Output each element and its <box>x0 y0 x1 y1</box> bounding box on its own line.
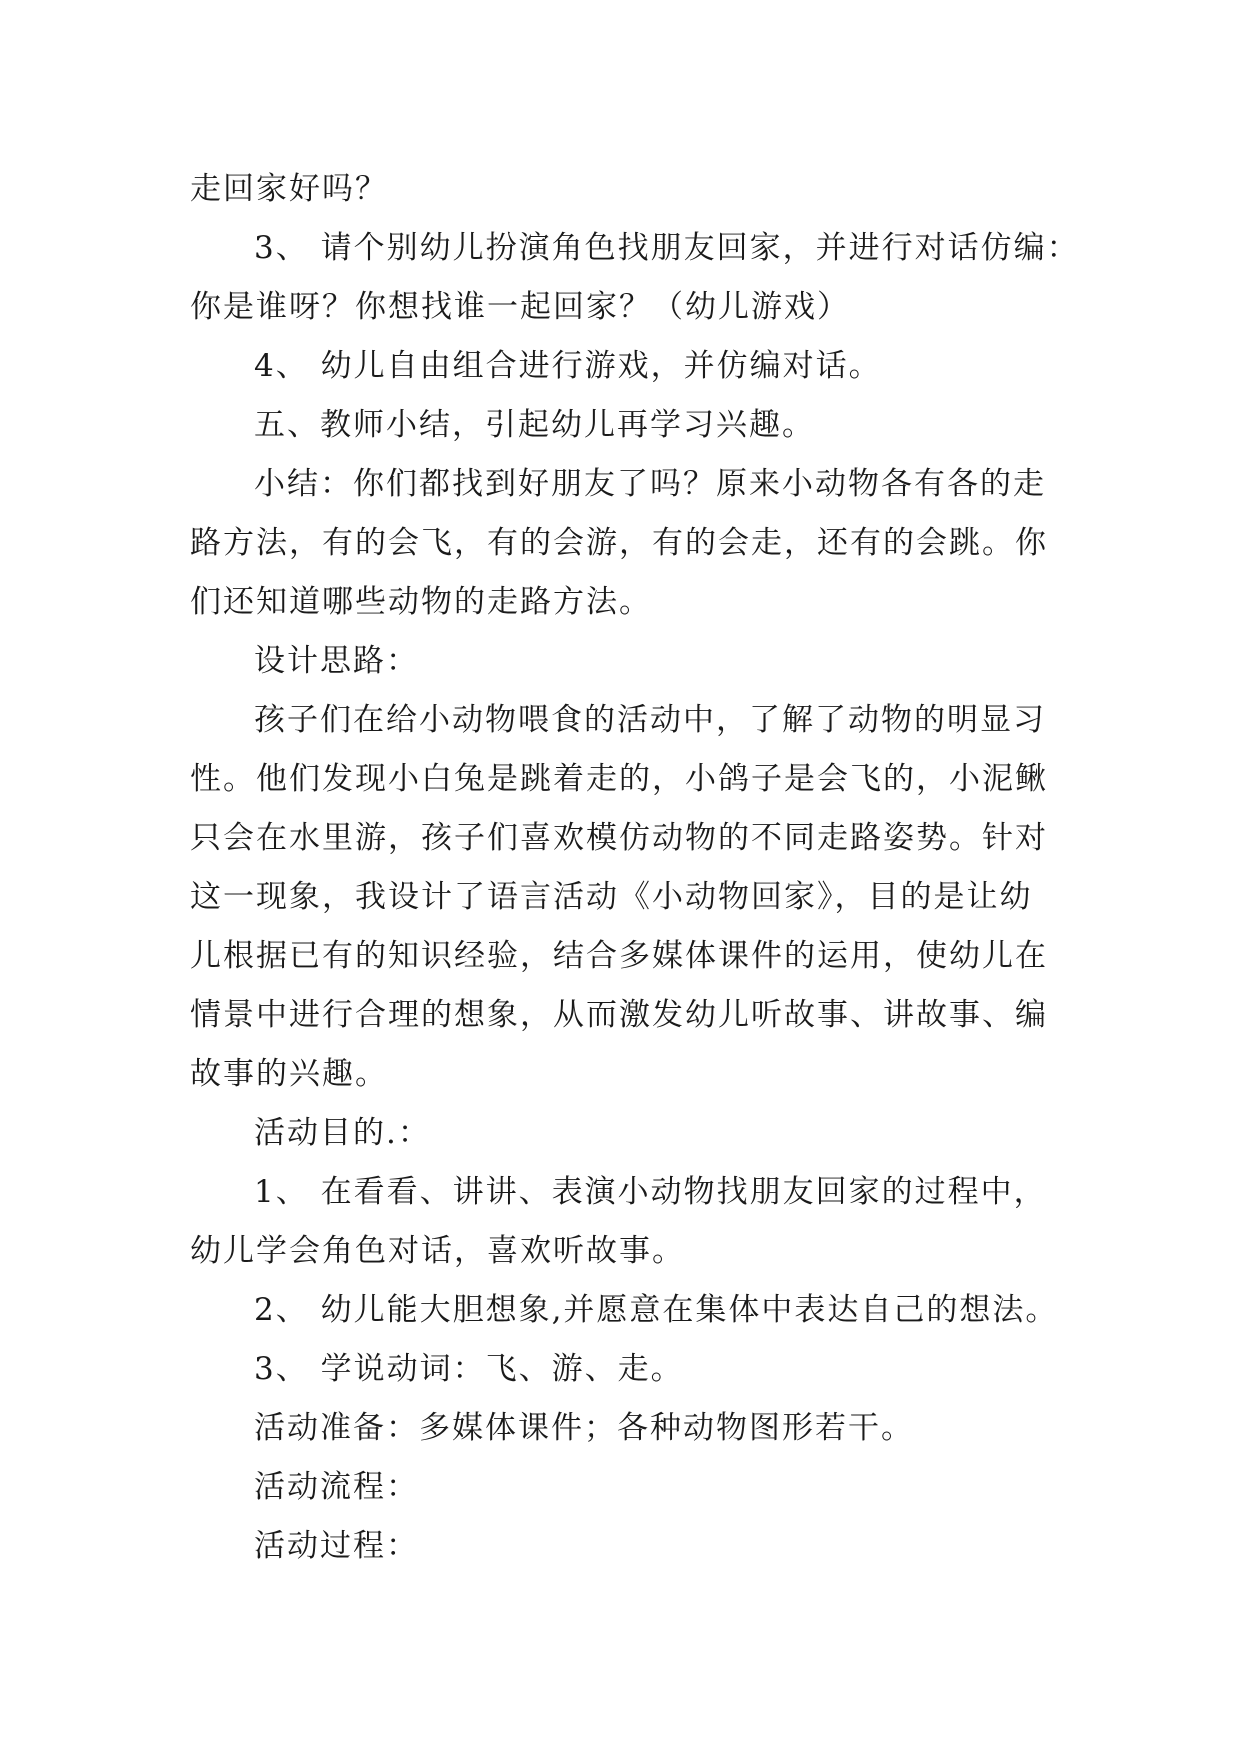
text-line: 性。他们发现小白兔是跳着走的，小鸽子是会飞的，小泥鳅 <box>190 761 1048 797</box>
text-line: 们还知道哪些动物的走路方法。 <box>190 584 652 620</box>
text-line: 设计思路： <box>254 643 419 679</box>
text-line: 幼儿学会角色对话，喜欢听故事。 <box>190 1233 685 1269</box>
text-line: 活动目的.： <box>254 1115 431 1151</box>
text-line: 你是谁呀？你想找谁一起回家？（幼儿游戏） <box>190 289 850 325</box>
text-line: 活动准备：多媒体课件；各种动物图形若干。 <box>254 1410 914 1446</box>
text-line: 路方法，有的会飞，有的会游，有的会走，还有的会跳。你 <box>190 525 1048 561</box>
text-line: 五、教师小结，引起幼儿再学习兴趣。 <box>254 407 815 443</box>
text-line: 儿根据已有的知识经验，结合多媒体课件的运用，使幼儿在 <box>190 938 1048 974</box>
text-line: 2、 幼儿能大胆想象,并愿意在集体中表达自己的想法。 <box>254 1292 1059 1328</box>
document-body <box>190 160 1080 1576</box>
text-line: 3、 学说动词：飞、游、走。 <box>254 1351 684 1387</box>
text-line: 孩子们在给小动物喂食的活动中，了解了动物的明显习 <box>254 702 1046 738</box>
text-line: 3、 请个别幼儿扮演角色找朋友回家，并进行对话仿编： <box>254 230 1080 266</box>
text-line: 故事的兴趣。 <box>190 1056 388 1092</box>
text-line: 1、 在看看、讲讲、表演小动物找朋友回家的过程中， <box>254 1174 1047 1210</box>
text-line: 走回家好吗？ <box>190 171 388 207</box>
text-line: 活动过程： <box>254 1528 419 1564</box>
text-line: 情景中进行合理的想象，从而激发幼儿听故事、讲故事、编 <box>190 997 1048 1033</box>
text-line: 活动流程： <box>254 1469 419 1505</box>
text-line: 4、 幼儿自由组合进行游戏，并仿编对话。 <box>254 348 882 384</box>
text-line: 这一现象，我设计了语言活动《小动物回家》，目的是让幼 <box>190 879 1033 915</box>
text-line: 小结：你们都找到好朋友了吗？原来小动物各有各的走 <box>254 466 1046 502</box>
text-line: 只会在水里游，孩子们喜欢模仿动物的不同走路姿势。针对 <box>190 820 1048 856</box>
